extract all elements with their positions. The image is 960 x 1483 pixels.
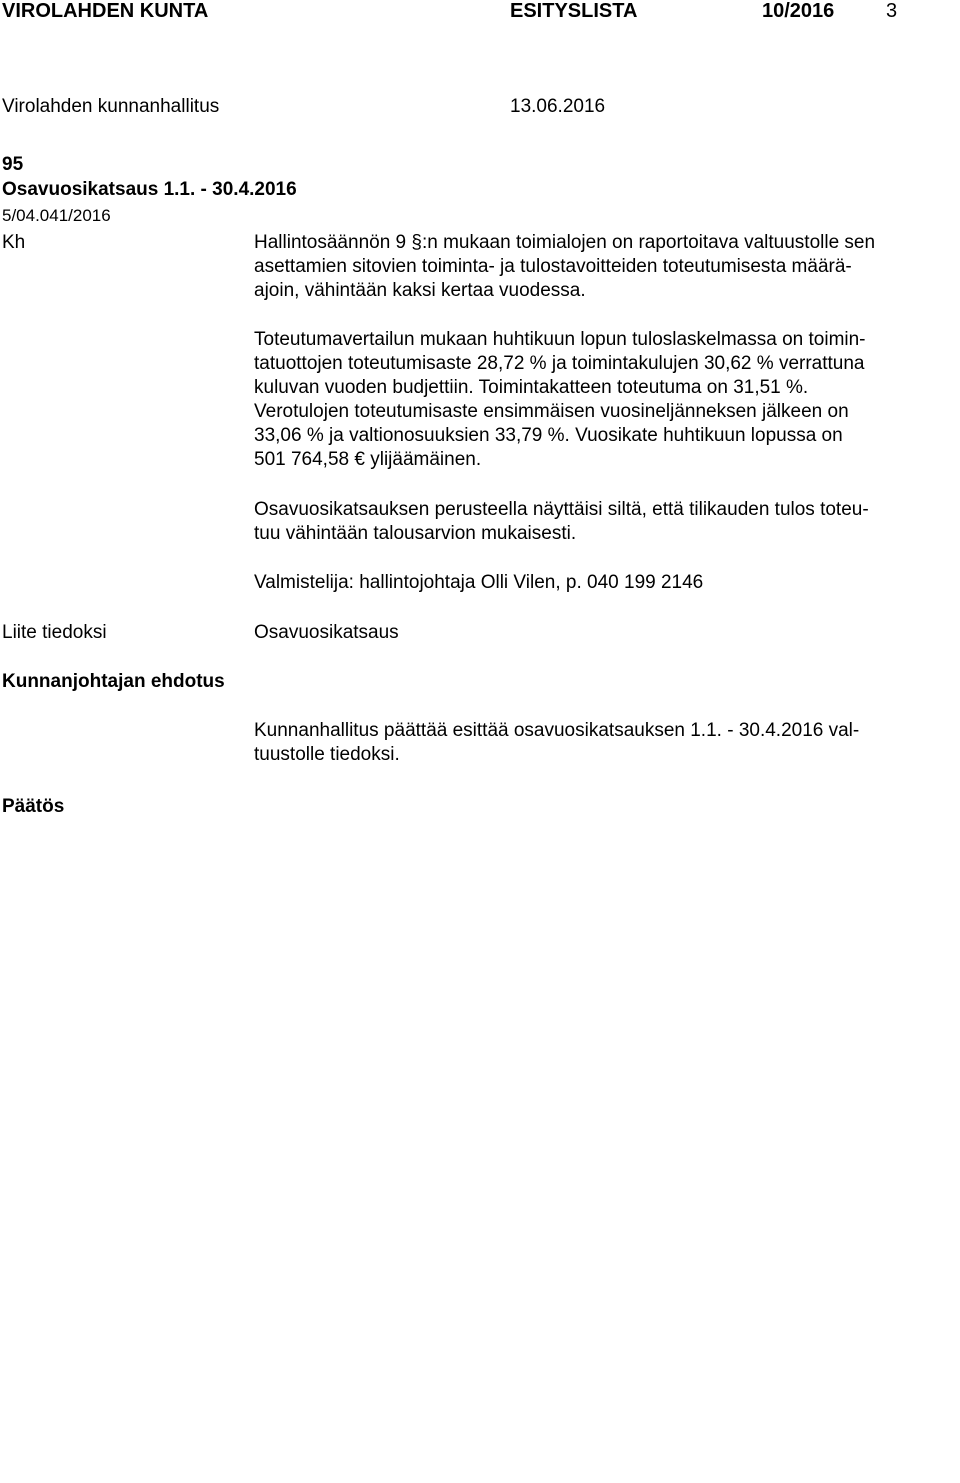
proposal-line: tuustolle tiedoksi.: [254, 744, 400, 765]
proposal-text: [254, 719, 859, 767]
preparer-line: Valmistelija: hallintojohtaja Olli Vilen, p. 040 199 2146: [254, 572, 704, 593]
body-line: asettamien sitovien toiminta- ja tulostavoitteiden toteutumisesta määrä-: [254, 256, 852, 277]
body-line: Toteutumavertailun mukaan huhtikuun lopun tuloslaskelmassa on toimin-: [254, 329, 866, 350]
item-reference: 5/04.041/2016: [2, 206, 111, 225]
kh-label: Kh: [2, 232, 26, 253]
document-type: ESITYSLISTA: [510, 0, 638, 22]
attachment-label: Liite tiedoksi: [2, 622, 107, 643]
proposal-label: Kunnanjohtajan ehdotus: [2, 671, 225, 692]
body-line: Verotulojen toteutumisaste ensimmäisen vuosineljänneksen jälkeen on: [254, 401, 849, 422]
decision-label: Päätös: [2, 796, 65, 817]
page-number: 3: [886, 0, 898, 22]
municipality-name: VIROLAHDEN KUNTA: [2, 0, 209, 22]
body-paragraph-2: [254, 328, 866, 472]
attachment-value: Osavuosikatsaus: [254, 622, 399, 643]
item-number: 95: [2, 154, 24, 175]
body-line: Osavuosikatsauksen perusteella näyttäisi siltä, että tilikauden tulos toteu-: [254, 499, 869, 520]
body-paragraph-1: [254, 231, 875, 303]
body-line: tuu vähintään talousarvion mukaisesti.: [254, 523, 577, 544]
body-paragraph-3: [254, 498, 869, 546]
body-line: kuluvan vuoden budjettiin. Toimintakatteen toteutuma on 31,51 %.: [254, 377, 809, 398]
meeting-body: Virolahden kunnanhallitus: [2, 96, 220, 117]
body-line: 33,06 % ja valtionosuuksien 33,79 %. Vuosikate huhtikuun lopussa on: [254, 425, 843, 446]
body-line: Hallintosäännön 9 §:n mukaan toimialojen on raportoitava valtuustolle sen: [254, 232, 876, 253]
body-line: ajoin, vähintään kaksi kertaa vuodessa.: [254, 280, 586, 301]
meeting-date: 13.06.2016: [510, 96, 606, 117]
proposal-line: Kunnanhallitus päättää esittää osavuosikatsauksen 1.1. - 30.4.2016 val-: [254, 720, 860, 741]
body-line: 501 764,58 € ylijäämäinen.: [254, 449, 482, 470]
item-title: Osavuosikatsaus 1.1. - 30.4.2016: [2, 179, 297, 200]
issue-number: 10/2016: [762, 0, 835, 22]
body-line: tatuottojen toteutumisaste 28,72 % ja toimintakulujen 30,62 % verrattuna: [254, 353, 865, 374]
